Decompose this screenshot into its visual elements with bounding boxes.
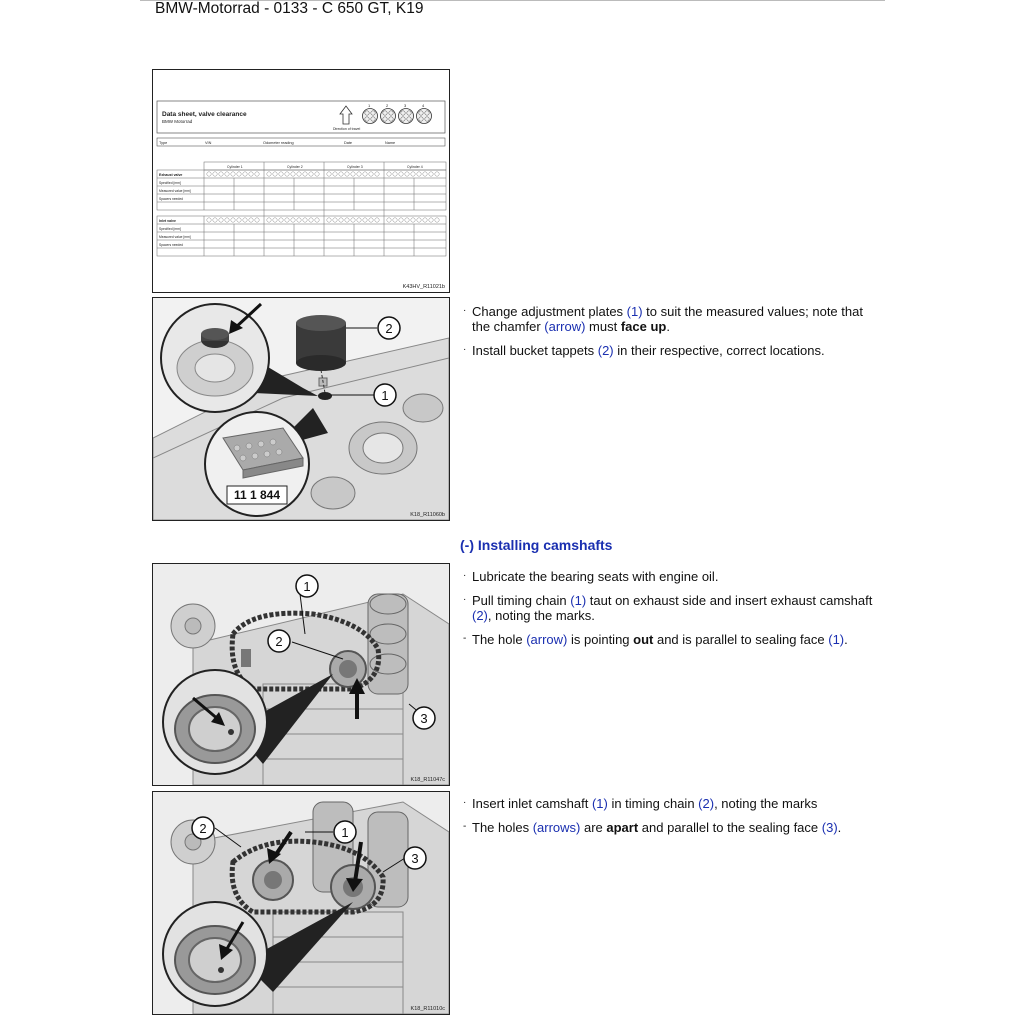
callout-3 [404,847,426,869]
cylinder-diagram [363,103,432,124]
instruction-inlet-camshaft: · Insert inlet camshaft (1) in timing chain (2), noting the marks [463,796,818,811]
inlet-valve-label: Inlet valve [159,219,176,223]
callout-1 [296,575,318,597]
callout-3 [413,707,435,729]
callout-2 [268,630,290,652]
figure-inlet-camshaft [152,791,450,1015]
callout-2 [192,817,214,839]
svg-text:2: 2 [275,634,283,649]
data-sheet-drawing [153,70,449,292]
svg-text:3: 3 [420,711,428,726]
tool-number: 11 1 844 [233,488,281,502]
instruction-hole-pointing-out: - The hole (arrow) is pointing out and is parallel to sealing face (1). [463,632,848,647]
direction-arrow-icon [340,106,352,124]
cyl-number-2: 2 [386,103,389,108]
figure-id: K18_R11010c [410,1006,445,1012]
exhaust-row-measured: Measured value [mm] [159,189,191,193]
figure-tappet-install [152,297,450,521]
svg-text:3: 3 [411,851,419,866]
instruction-holes-apart: - The holes (arrows) are apart and parallel to the sealing face (3). [463,820,842,835]
field-vin: VIN [205,141,212,145]
svg-text:1: 1 [381,388,389,403]
cyl-number-4: 4 [422,103,425,108]
cylinder-4-header: Cylinder 4 [407,165,423,169]
figure-exhaust-camshaft [152,563,450,786]
svg-text:1: 1 [341,825,349,840]
adjustment-plate [318,392,332,400]
cylinder-3-header: Cylinder 3 [347,165,363,169]
field-name: Name [385,141,396,145]
callout-1 [334,821,356,843]
field-type: Type [159,141,168,145]
page-header-title: BMW-Motorrad - 0133 - C 650 GT, K19 [155,0,424,17]
exhaust-row-spacers: Spacers needed [159,197,184,201]
inlet-camshaft-drawing [153,792,449,1014]
sheet-subtitle: BMW Motorrad [162,119,193,124]
instruction-lubricate: · Lubricate the bearing seats with engine oil. [463,569,719,584]
cylinder-1-header: Cylinder 1 [227,165,243,169]
bucket-tappet [296,315,346,371]
ref-arrow: (arrow) [544,319,586,334]
ref-1: (1) [591,796,608,811]
inlet-row-measured: Measured value [mm] [159,235,191,239]
cyl-number-1: 1 [368,103,371,108]
exhaust-valve-label: Exhaust valve [159,173,183,177]
ref-2: (2) [472,608,488,623]
cylinder-2-header: Cylinder 2 [287,165,303,169]
field-odometer: Odometer reading [263,141,294,145]
field-date: Date [344,141,353,145]
instruction-bucket-tappets: · Install bucket tappets (2) in their respective, correct locations. [463,343,825,358]
inlet-row-specified: Specified [mm] [159,227,181,231]
svg-text:1: 1 [303,579,311,594]
ref-2: (2) [597,343,614,358]
ref-1: (1) [828,632,845,647]
callout-2 [378,317,400,339]
svg-text:2: 2 [385,321,393,336]
exhaust-row-specified: Specified [mm] [159,181,181,185]
exhaust-camshaft-drawing [153,564,449,785]
figure-id: K43HV_R11021b [402,284,445,290]
instruction-exhaust-camshaft: · Pull timing chain (1) taut on exhaust side and insert exhaust camshaft (2), noting the marks. [463,593,873,623]
instruction-adjustment-plates: · Change adjustment plates (1) to suit the measured values; note that the chamfer (arrow) must face up. [463,304,863,334]
sheet-title: Data sheet, valve clearance [162,111,247,118]
figure-id: K18_R11060b [410,512,445,518]
ref-arrows: (arrows) [532,820,581,835]
ref-arrow: (arrow) [526,632,568,647]
figure-id: K18_R11047c [410,777,445,783]
inlet-row-spacers: Spacers needed [159,243,184,247]
ref-3: (3) [821,820,838,835]
ref-1: (1) [626,304,643,319]
cyl-number-3: 3 [404,103,407,108]
ref-2: (2) [698,796,715,811]
tappet-install-drawing [153,298,449,520]
ref-1: (1) [570,593,587,608]
svg-text:2: 2 [199,821,207,836]
direction-label: Direction of travel [333,127,361,131]
section-title-installing-camshafts: (-) Installing camshafts [460,537,613,553]
figure-data-sheet [152,69,450,293]
callout-1 [374,384,396,406]
